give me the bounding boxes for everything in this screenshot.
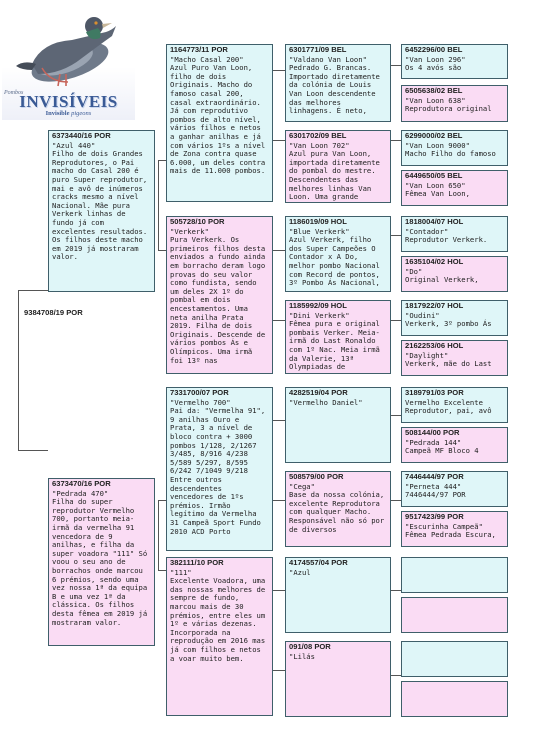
pigeon-description: Azul Puro Van Loon, filho de dois Originais. Macho do famoso casal 200, casal extraordinário. Já com reprodutivo pombos de alto nível, vários filhos e netos a ganhar anilhas e já com vários 1ºs a nível de Zona contra quase 6.000, um deles contra mais de 11.000 pombos.: [170, 63, 266, 176]
pigeon-name: "Pedrada 144": [405, 437, 462, 447]
pigeon-description: Azul Verkerk, filho dos Super Campeões O Contador x A Do, melhor pombo Nacional com Record de pontos, 3º Pombo Ás Nacional,: [289, 235, 380, 288]
ring-number: 1164773/11 POR: [170, 45, 228, 54]
ring-number: 1817922/07 HOL: [405, 301, 464, 310]
connector: [158, 500, 159, 570]
ggp-card-8[interactable]: [401, 340, 508, 376]
connector: [391, 65, 401, 66]
pigeon-name: "Blue Verkerk": [289, 226, 350, 236]
ring-number: 4282519/04 POR: [289, 388, 348, 397]
pigeon-description: Macho Filho do famoso: [405, 149, 496, 159]
logo-tagline: [2, 110, 135, 117]
connector: [273, 590, 285, 591]
pigeon-name: "Vermelho 700": [170, 397, 231, 407]
ggp-card-10[interactable]: [401, 427, 508, 463]
pigeon-name: "111": [170, 567, 192, 577]
connector: [18, 290, 19, 450]
pigeon-name: "Azul 440": [52, 140, 96, 150]
dam-dam-card[interactable]: [166, 557, 273, 716]
ggp-card-2[interactable]: [401, 85, 508, 122]
connector: [273, 420, 285, 421]
ggp-card-3[interactable]: [401, 130, 508, 166]
pigeon-description: Original Verkerk,: [405, 275, 479, 285]
pigeon-description: Base da nossa colónia, excelente Reprodutora com qualquer Macho. Responsável não só por de diversos: [289, 490, 385, 534]
sire-dam-card[interactable]: [166, 216, 273, 374]
ring-number: 382111/10 POR: [170, 558, 224, 567]
pigeon-name: "Vermelho Daniel": [289, 397, 363, 407]
ggp-card-1[interactable]: [401, 44, 508, 79]
sire-dam-sire-card[interactable]: [285, 216, 391, 292]
pigeon-description: Os 4 avós são: [405, 63, 462, 73]
pigeon-name: "Van Loon 650": [405, 180, 466, 190]
pigeon-description: Fêmea Pedrada Escura,: [405, 530, 496, 540]
connector: [391, 140, 401, 141]
connector: [273, 500, 285, 501]
ring-number: 6301702/09 BEL: [289, 131, 347, 140]
pigeon-name: "Valdano Van Loon": [289, 54, 367, 64]
ring-number: 6299000/02 BEL: [405, 131, 463, 140]
connector: [391, 415, 401, 416]
connector: [18, 290, 48, 291]
pigeon-description: Filha do super reprodutor Vermelho 700, portanto meia-irmã da vermelha 91 vencedora de 9 anilhas, e filha da super voadora "111" Só voou o seu ano de borrachos onde marcou 6 prémios, sendo uma vez nossa 1ª da equipa B e uma vez 1ª da clássica. Os filhos desta fêmea em 2019 já mostraram valor.: [52, 497, 148, 627]
ring-number: 505728/10 POR: [170, 217, 225, 226]
logo-tagline-a: Invisible: [45, 110, 70, 117]
connector: [391, 500, 401, 501]
pigeon-name: "Pedrada 470": [52, 488, 109, 498]
connector: [158, 250, 166, 251]
pigeon-name: "Verkerk": [170, 226, 209, 236]
logo-prefix: Pombos: [4, 90, 24, 96]
sire-sire-sire-card[interactable]: [285, 44, 391, 122]
logo-tagline-b: pigeons: [71, 110, 92, 117]
pigeon-description: Reprodutor, pai, avô: [405, 406, 492, 416]
ring-number: 2162253/06 HOL: [405, 341, 464, 350]
pigeon-name: "Azul: [289, 567, 311, 577]
pigeon-name: Vermelho Excelente: [405, 397, 483, 407]
connector: [273, 140, 285, 141]
connector: [158, 160, 159, 250]
pigeon-description: Reprodutor Verkerk.: [405, 235, 488, 245]
pigeon-name: "Escurinha Campeã": [405, 521, 483, 531]
ggp-card-15[interactable]: [401, 641, 508, 677]
connector: [273, 670, 285, 671]
ggp-card-16[interactable]: [401, 681, 508, 717]
dam-sire-dam-card[interactable]: [285, 471, 391, 547]
ggp-card-6[interactable]: [401, 256, 508, 292]
connector: [391, 235, 401, 236]
pigeon-name: "Dini Verkerk": [289, 310, 350, 320]
ring-number: 7331700/07 POR: [170, 388, 229, 397]
ring-number: 4174557/04 POR: [289, 558, 348, 567]
pigeon-name: "Oudini": [405, 310, 440, 320]
pigeon-description: Verkerk, 3º pombo Ás: [405, 319, 492, 329]
connector: [391, 320, 401, 321]
dam-sire-sire-card[interactable]: [285, 387, 391, 463]
dam-sire-card[interactable]: [166, 387, 273, 551]
pigeon-description: Fêmea pura e original pombais Verker. Meia-irmã do Last Ronaldo com 1º Nac. Meia irmã da Valerie, 13ª Olympiadas de: [289, 319, 380, 372]
ring-number: 6301771/09 BEL: [289, 45, 347, 54]
pigeon-name: "Van Loon 702": [289, 140, 350, 150]
pigeon-description: Reprodutora original: [405, 104, 492, 114]
ggp-card-4[interactable]: [401, 170, 508, 206]
connector: [158, 160, 166, 161]
pigeon-description: Campeã MF Bloco 4: [405, 446, 479, 456]
ring-number: 6449650/05 BEL: [405, 171, 463, 180]
pigeon-name: "Van Loon 296": [405, 54, 466, 64]
logo-title: INVISÍVEIS: [19, 92, 118, 111]
ggp-card-9[interactable]: [401, 387, 508, 423]
pigeon-description: Excelente Voadora, uma das nossas melhores de sempre de fundo, marcou mais de 30 prémios, entre eles um 1º e várias dezenas. Incorporada na reprodução em 2016 mas já com filhos e netos a voar muito bem.: [170, 576, 266, 663]
ring-number: 6505638/02 BEL: [405, 86, 463, 95]
sire-dam-dam-card[interactable]: [285, 300, 391, 374]
pigeon-description: 7446444/97 POR: [405, 490, 466, 500]
pigeon-name: "Daylight": [405, 350, 449, 360]
ggp-card-14[interactable]: [401, 597, 508, 633]
connector: [391, 590, 401, 591]
pigeon-description: Filho de dois Grandes Reprodutores, o Pai macho do Casal 200 é puro Super reprodutor, mai e avô de inúmeros cracks mesmo a nível Nacional. Mãe pura Verkerk linhas de fundo já com excelentes resultados. Os filhos deste macho em 2019 já mostraram valor.: [52, 149, 148, 262]
ring-number: 508144/00 POR: [405, 428, 460, 437]
connector: [273, 250, 285, 251]
ggp-card-13[interactable]: [401, 557, 508, 593]
connector: [273, 320, 285, 321]
pigeon-name: "Contador": [405, 226, 449, 236]
pigeon-name: "Macho Casal 200": [170, 54, 244, 64]
pigeon-description: Verkerk, mãe do Last: [405, 359, 492, 369]
pigeon-name: "Cega": [289, 481, 315, 491]
sire-sire-dam-card[interactable]: [285, 130, 391, 203]
connector: [158, 500, 166, 501]
ring-number: 1185992/09 HOL: [289, 301, 347, 310]
dam-dam-sire-card[interactable]: [285, 557, 391, 633]
sire-card[interactable]: [48, 130, 155, 292]
ggp-card-5[interactable]: [401, 216, 508, 252]
dam-dam-dam-card[interactable]: [285, 641, 391, 717]
ring-number: 1818004/07 HOL: [405, 217, 464, 226]
connector: [18, 450, 48, 451]
ggp-card-7[interactable]: [401, 300, 508, 336]
pigeon-description: Pai da: "Vermelha 91", 9 anilhas Ouro e Prata, 3 a nível de bloco contra + 3000 pombos 1/128, 2/1267 3/485, 8/916 4/238 5/589 5/297, 8/595 6/242 7/1049 9/218 Entre outros descendentes vencedores de 1ºs prémios. Irmão legítimo da Vermelha 31 Campeã Sport Fundo 2010 ACD Porto: [170, 406, 266, 536]
pigeon-description: Pura Verkerk. Os primeiros filhos desta enviados a fundo ainda em borracho deram logo provas do seu valor como fundista, sendo um deles 2X 1º do pombal em dois encestamentos. Uma neta anilha Prata 2019. Filha de dois Originais. Descende de vários pombos Ás e Olímpicos. Uma irmã foi 13º nas: [170, 235, 266, 365]
ggp-card-12[interactable]: [401, 511, 508, 547]
pigeon-name: "Perneta 444": [405, 481, 462, 491]
pigeon-description: Pedrado G. Brancas. Importado diretamente da colónia de Louis Van Loon descendente das melhores linhagens. É neto,: [289, 63, 380, 116]
pigeon-name: "Van Loon 638": [405, 95, 466, 105]
ring-number: 1186019/09 HOL: [289, 217, 347, 226]
subject-ring: 9384708/19 POR: [24, 308, 83, 317]
connector: [158, 570, 166, 571]
pigeon-description: Fêmea Van Loon,: [405, 189, 470, 199]
pigeon-name: "Lilás: [289, 651, 315, 661]
ring-number: 9517423/99 POR: [405, 512, 464, 521]
ring-number: 3189791/03 POR: [405, 388, 464, 397]
ring-number: 1635104/02 HOL: [405, 257, 464, 266]
dam-card[interactable]: [48, 478, 155, 646]
ring-number: 6373470/16 POR: [52, 479, 111, 488]
ring-number: 508579/00 POR: [289, 472, 344, 481]
ring-number: 7446444/97 POR: [405, 472, 464, 481]
pigeon-icon: [2, 2, 135, 92]
connector: [273, 70, 285, 71]
ggp-card-11[interactable]: [401, 471, 508, 507]
ring-number: 6452296/00 BEL: [405, 45, 463, 54]
ring-number: 6373440/16 POR: [52, 131, 111, 140]
pigeon-description: Azul pura Van Loon, importada diretamente do pombal do mestre. Descendentes das melhores linhas Van Loon. Uma grande: [289, 149, 380, 202]
sire-sire-card[interactable]: [166, 44, 273, 202]
pigeon-name: "Do": [405, 266, 423, 276]
breeder-logo: [2, 2, 135, 120]
connector: [391, 675, 401, 676]
pigeon-name: "Van Loon 9000": [405, 140, 470, 150]
ring-number: 091/08 POR: [289, 642, 331, 651]
